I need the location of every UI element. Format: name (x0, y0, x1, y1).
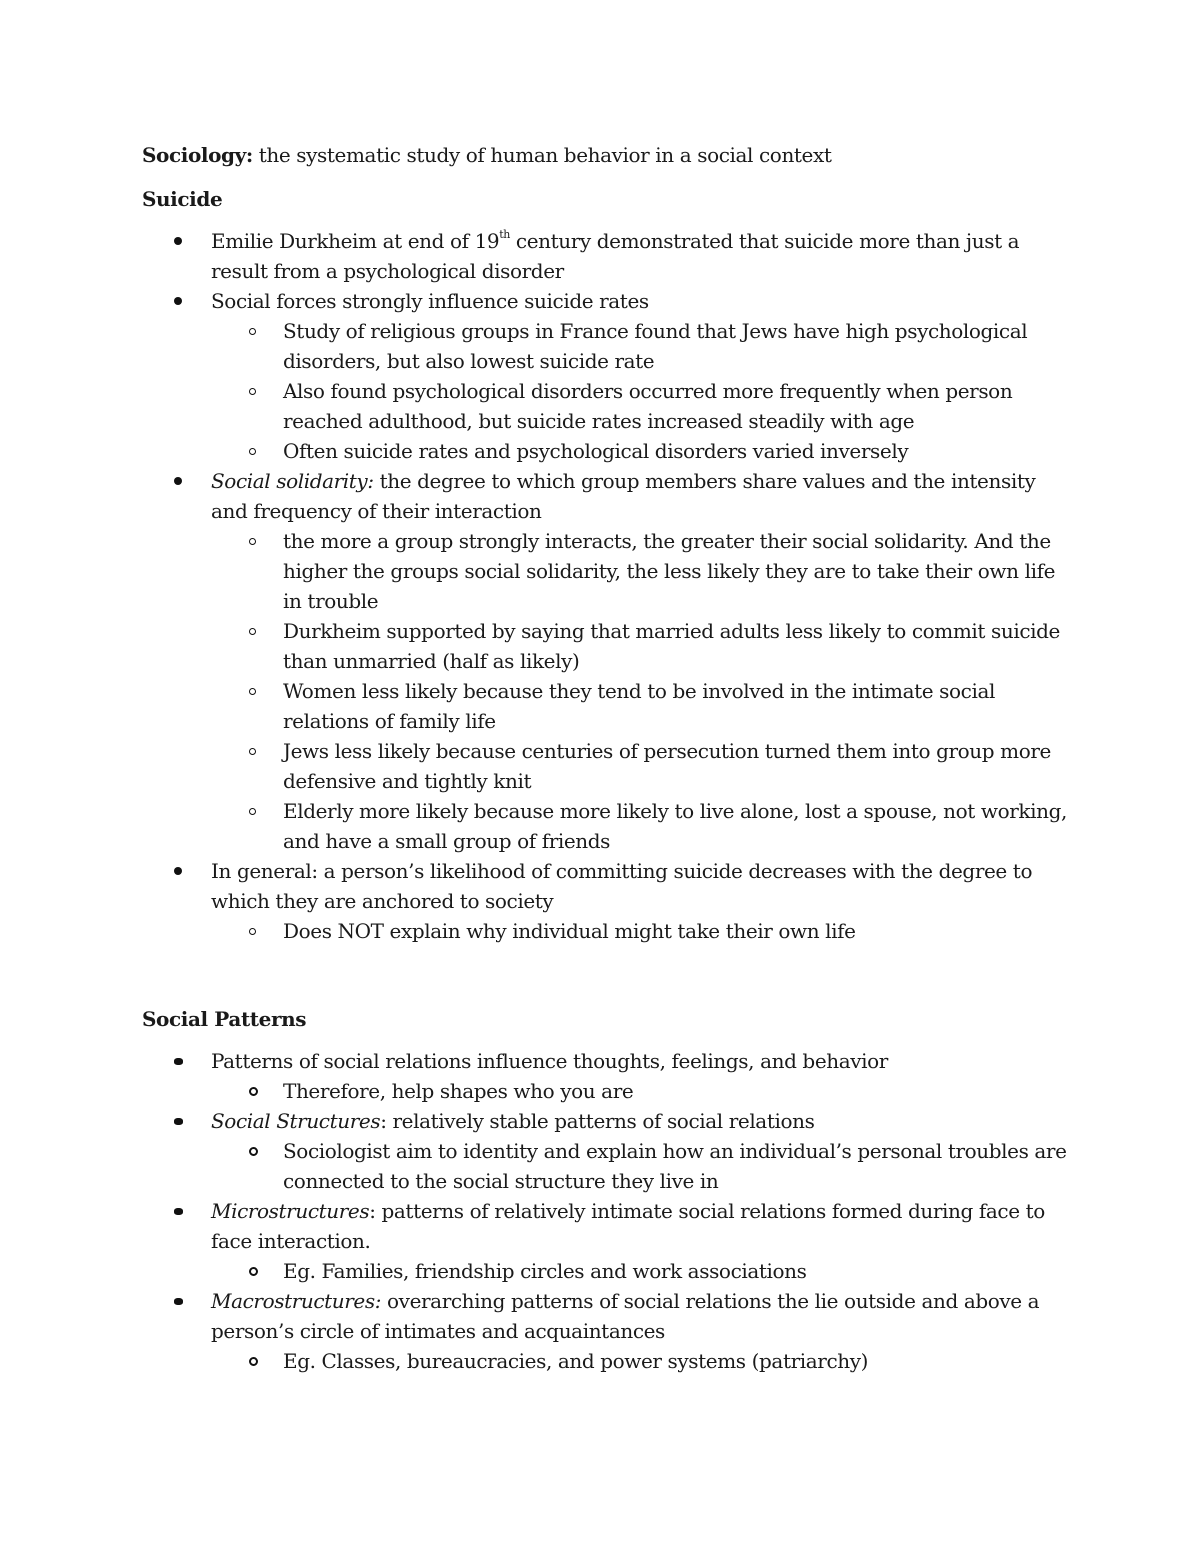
circle-bullet-icon (249, 1357, 258, 1366)
bullet-icon (174, 297, 182, 305)
sub-list-item: the more a group strongly interacts, the greater their social solidarity. And the higher the groups social solidarity, the less likely they are to take their own life in trouble (213, 526, 1072, 616)
circle-bullet-icon (249, 688, 256, 695)
macrostructures-term: Macrostructures: (211, 1289, 382, 1313)
sub-list-item: Eg. Classes, bureaucracies, and power systems (patriarchy) (213, 1346, 1072, 1376)
social-solidarity-term: Social solidarity: (211, 469, 374, 493)
sub-list-item: Often suicide rates and psychological disorders varied inversely (213, 436, 1072, 466)
definition-term: Sociology: (142, 143, 253, 167)
bullet-icon (174, 1298, 183, 1305)
sociology-definition (142, 140, 1072, 170)
list-item: Social forces strongly influence suicide rates Study of religious groups in France found that Jews have high psychological disorders, but also lowest suicide rate Also found psychological disorders occurred more frequently when person reached adulthood, but suicide rates increased steadily with age Often suicide rates and psychological disorders varied inversely (142, 286, 1072, 466)
sub-list-item: Therefore, help shapes who you are (213, 1076, 1072, 1106)
bullet-icon (174, 867, 182, 875)
social-structures-term: Social Structures (211, 1109, 381, 1133)
circle-bullet-icon (249, 928, 256, 935)
list-item: Macrostructures: overarching patterns of social relations the lie outside and above a person’s circle of intimates and acquaintances Eg. Classes, bureaucracies, and power systems (patriarchy) (142, 1286, 1072, 1376)
sub-list (213, 1256, 1072, 1286)
definition-text: the systematic study of human behavior in a social context (252, 143, 832, 167)
suicide-bullet-list (142, 226, 1072, 946)
circle-bullet-icon (249, 328, 256, 335)
list-item: Microstructures: patterns of relatively intimate social relations formed during face to face interaction. Eg. Families, friendship circles and work associations (142, 1196, 1072, 1286)
sub-list (213, 916, 1072, 946)
circle-bullet-icon (249, 538, 256, 545)
sub-list-item: Does NOT explain why individual might take their own life (213, 916, 1072, 946)
sub-list (213, 1136, 1072, 1196)
sub-list-item: Elderly more likely because more likely to live alone, lost a spouse, not working, and have a small group of friends (213, 796, 1072, 856)
section-heading-social-patterns: Social Patterns (142, 1007, 307, 1031)
list-item: In general: a person’s likelihood of committing suicide decreases with the degree to which they are anchored to society Does NOT explain why individual might take their own life (142, 856, 1072, 946)
section-heading-suicide: Suicide (142, 187, 223, 211)
sub-list (213, 1346, 1072, 1376)
sub-list (213, 316, 1072, 466)
bullet-icon (174, 477, 182, 485)
sub-list-item: Study of religious groups in France found that Jews have high psychological disorders, but also lowest suicide rate (213, 316, 1072, 376)
sub-list (213, 526, 1072, 856)
circle-bullet-icon (249, 748, 256, 755)
sub-list-item: Also found psychological disorders occurred more frequently when person reached adulthood, but suicide rates increased steadily with age (213, 376, 1072, 436)
circle-bullet-icon (249, 628, 256, 635)
list-item: Patterns of social relations influence thoughts, feelings, and behavior Therefore, help shapes who you are (142, 1046, 1072, 1106)
bullet-icon (174, 1208, 183, 1215)
document-content (142, 140, 1072, 1376)
sub-list-item: Sociologist aim to identity and explain how an individual’s personal troubles are connected to the social structure they live in (213, 1136, 1072, 1196)
sub-list-item: Jews less likely because centuries of persecution turned them into group more defensive and tightly knit (213, 736, 1072, 796)
circle-bullet-icon (249, 1267, 258, 1276)
sub-list-item: Women less likely because they tend to be involved in the intimate social relations of family life (213, 676, 1072, 736)
circle-bullet-icon (249, 808, 256, 815)
microstructures-term: Microstructures (211, 1199, 370, 1223)
sub-list (213, 1076, 1072, 1106)
sub-list-item: Eg. Families, friendship circles and work associations (213, 1256, 1072, 1286)
circle-bullet-icon (249, 448, 256, 455)
circle-bullet-icon (249, 388, 256, 395)
bullet-icon (174, 1118, 183, 1125)
bullet-icon (174, 237, 182, 245)
sub-list-item: Durkheim supported by saying that married adults less likely to commit suicide than unmarried (half as likely) (213, 616, 1072, 676)
list-item: Emilie Durkheim at end of 19th century demonstrated that suicide more than just a result from a psychological disorder (142, 226, 1072, 286)
social-patterns-bullet-list (142, 1046, 1072, 1376)
list-item: Social solidarity: the degree to which group members share values and the intensity and frequency of their interaction the more a group strongly interacts, the greater their social solidarity. And the higher the groups social solidarity, the less likely they are to take their own life in trouble Durkheim supported by saying that married adults less likely to commit suicide than unmarried (half as likely) Women less likely because they tend to be involved in the intimate social relations of family life Jews less likely because centuries of persecution turned them into group more defensive and tightly knit Elderly more likely because more likely to live alone, lost a spouse, not working, and have a small group of friends (142, 466, 1072, 856)
circle-bullet-icon (249, 1087, 258, 1096)
bullet-icon (174, 1058, 183, 1065)
list-item: Social Structures: relatively stable patterns of social relations Sociologist aim to identity and explain how an individual’s personal troubles are connected to the social structure they live in (142, 1106, 1072, 1196)
circle-bullet-icon (249, 1147, 258, 1156)
